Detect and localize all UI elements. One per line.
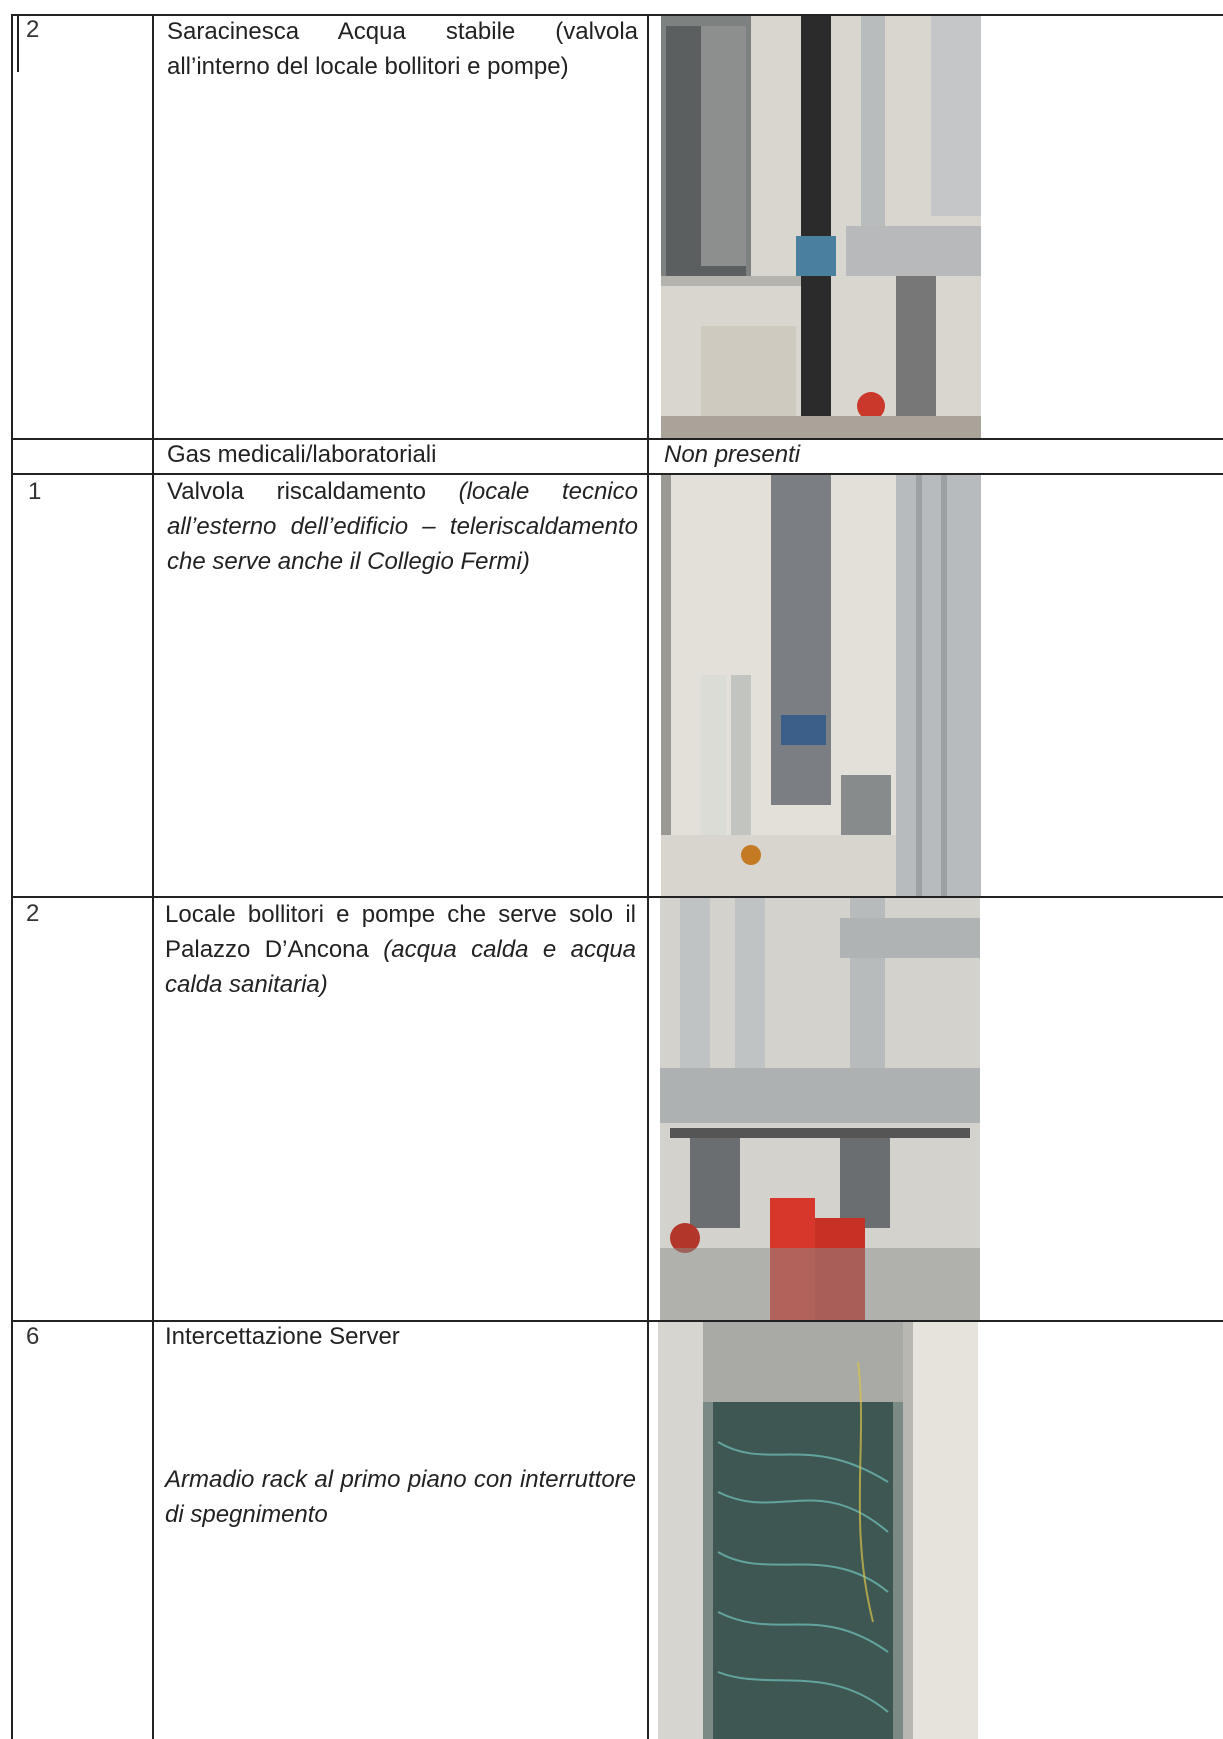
- left-border-mark: [17, 14, 19, 72]
- water-valve-photo: [661, 16, 981, 438]
- row-description-italic: [165, 1462, 636, 1532]
- description-text: Valvola riscaldamento: [167, 478, 459, 505]
- description-italic: Armadio rack al primo piano con interruttore di spegnimento: [165, 1466, 636, 1528]
- description-italic: (acqua calda e acqua calda sanitaria): [165, 936, 637, 998]
- gas-label: Gas medicali/laboratoriali: [167, 441, 437, 468]
- description-text: Saracinesca Acqua stabile (valvola all’interno del locale bollitori e pompe): [167, 18, 638, 80]
- row-description: Intercettazione Server: [165, 1323, 400, 1350]
- row-border-4: [11, 1320, 1223, 1322]
- description-text: Locale bollitori e pompe che serve solo il Palazzo D’Ancona: [165, 901, 636, 963]
- server-rack-photo: [658, 1322, 978, 1739]
- column-divider-1: [152, 14, 154, 1739]
- gas-note: Non presenti: [664, 441, 801, 468]
- row-description: [165, 897, 636, 1002]
- row-border-1: [11, 438, 1223, 440]
- row-number: 2: [26, 900, 40, 927]
- row-number: 2: [26, 16, 40, 43]
- row-description: [167, 474, 638, 579]
- row-description: [167, 14, 638, 84]
- row-number: 6: [26, 1323, 40, 1350]
- left-border: [11, 14, 13, 1739]
- column-divider-2: [647, 14, 649, 1739]
- description-italic: (locale tecnico all’esterno dell’edificio – teleriscaldamento che serve anche il Collegio Fermi): [167, 478, 638, 575]
- heating-valve-photo: [661, 475, 981, 896]
- boiler-pump-room-photo: [660, 898, 980, 1320]
- row-number: 1: [28, 478, 42, 505]
